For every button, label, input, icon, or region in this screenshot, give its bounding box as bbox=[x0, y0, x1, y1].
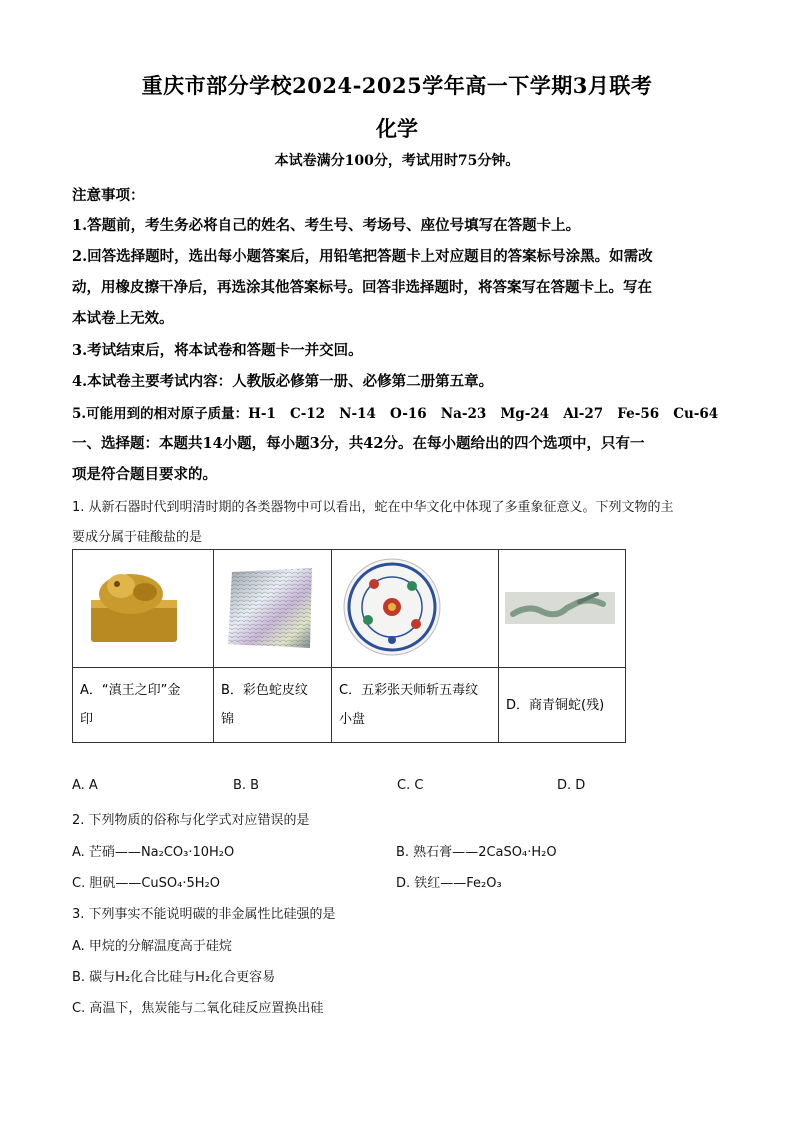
instructions-heading: 注意事项： bbox=[72, 187, 145, 204]
q3-option-a[interactable]: A. 甲烷的分解温度高于硅烷 bbox=[72, 939, 232, 954]
q3-option-c[interactable]: C. 高温下，焦炭能与二氧化硅反应置换出硅 bbox=[72, 1001, 324, 1016]
caption-line: A．“滇王之印”金 bbox=[80, 683, 181, 698]
option-d-caption bbox=[499, 668, 626, 743]
option-b-caption bbox=[214, 668, 332, 743]
q2-option-c-formula: CuSO₄·5H₂O bbox=[141, 876, 220, 891]
q2-option-c-label: C. 胆矾—— bbox=[72, 876, 142, 891]
instruction-1: 1.答题前，考生务必将自己的姓名、考生号、考场号、座位号填写在答题卡上。 bbox=[72, 217, 581, 234]
caption-line: 印 bbox=[80, 712, 94, 727]
instruction-2-line1: 2.回答选择题时，选出每小题答案后，用铅笔把答题卡上对应题目的答案标号涂黑。如需改 bbox=[72, 248, 653, 265]
gold-seal-image bbox=[73, 550, 214, 668]
instruction-2-line3: 本试卷上无效。 bbox=[72, 310, 174, 327]
q1-option-d[interactable]: D. D bbox=[557, 778, 586, 793]
caption-line: 锦 bbox=[221, 712, 235, 727]
snakeskin-brocade-icon bbox=[214, 550, 331, 663]
q1-option-c[interactable]: C. C bbox=[397, 778, 424, 793]
q2-stem: 2. 下列物质的俗称与化学式对应错误的是 bbox=[72, 813, 310, 828]
q3-stem: 3. 下列事实不能说明碳的非金属性比硅强的是 bbox=[72, 907, 336, 922]
option-c-caption bbox=[332, 668, 499, 743]
q2-option-c[interactable] bbox=[72, 872, 220, 891]
caption-line: C．五彩张天师斩五毒纹 bbox=[339, 683, 479, 698]
caption-line: B．彩色蛇皮纹 bbox=[221, 683, 308, 698]
q2-option-a-label: A. 芒硝—— bbox=[72, 845, 141, 860]
gold-seal-icon bbox=[73, 550, 213, 663]
caption-line: D．商青铜蛇(残) bbox=[506, 697, 605, 713]
q2-option-b-formula: 2CaSO₄·H₂O bbox=[478, 845, 557, 860]
plate-image bbox=[332, 550, 499, 668]
table-row bbox=[73, 550, 626, 668]
q3-option-b[interactable]: B. 碳与H₂化合比硅与H₂化合更容易 bbox=[72, 970, 276, 985]
instruction-5: 5.可能用到的相对原子质量：H-1 C-12 N-14 O-16 Na-23 Mg-24 Al-27 Fe-56 Cu-64 bbox=[72, 406, 719, 422]
five-color-plate-icon bbox=[332, 550, 498, 663]
exam-title: 重庆市部分学校2024-2025学年高一下学期3月联考 bbox=[141, 73, 653, 98]
q1-stem-line2: 要成分属于硅酸盐的是 bbox=[72, 530, 203, 545]
q1-stem-line1: 1. 从新石器时代到明清时期的各类器物中可以看出，蛇在中华文化中体现了多重象征意义。下列文物的主 bbox=[72, 500, 674, 515]
brocade-image bbox=[214, 550, 332, 668]
instruction-4: 4.本试卷主要考试内容：人教版必修第一册、必修第二册第五章。 bbox=[72, 373, 494, 390]
q1-option-a[interactable]: A. A bbox=[72, 778, 98, 793]
q2-option-d-label: D. 铁红—— bbox=[396, 876, 467, 891]
section1-line2: 项是符合题目要求的。 bbox=[72, 466, 217, 483]
q2-option-b[interactable] bbox=[396, 841, 557, 860]
instruction-3: 3.考试结束后，将本试卷和答题卡一并交回。 bbox=[72, 342, 363, 359]
section1-line1: 一、选择题：本题共14小题，每小题3分，共42分。在每小题给出的四个选项中，只有一 bbox=[72, 435, 645, 452]
q2-option-a[interactable] bbox=[72, 841, 234, 860]
exam-note: 本试卷满分100分，考试用时75分钟。 bbox=[274, 153, 520, 169]
option-a-caption bbox=[73, 668, 214, 743]
subject-title: 化学 bbox=[376, 116, 418, 141]
q2-option-b-label: B. 熟石膏—— bbox=[396, 845, 479, 860]
table-row bbox=[73, 668, 626, 743]
instruction-2-line2: 动，用橡皮擦干净后，再选涂其他答案标号。回答非选择题时，将答案写在答题卡上。写在 bbox=[72, 279, 652, 296]
q2-option-d-formula: Fe₂O₃ bbox=[466, 876, 502, 891]
bronze-snake-icon bbox=[499, 550, 625, 663]
q2-option-d[interactable] bbox=[396, 872, 502, 891]
q1-artifact-table bbox=[72, 549, 626, 743]
bronze-snake-image bbox=[499, 550, 626, 668]
q1-option-b[interactable]: B. B bbox=[233, 778, 260, 793]
q2-option-a-formula: Na₂CO₃·10H₂O bbox=[140, 845, 235, 860]
caption-line: 小盘 bbox=[339, 712, 366, 727]
